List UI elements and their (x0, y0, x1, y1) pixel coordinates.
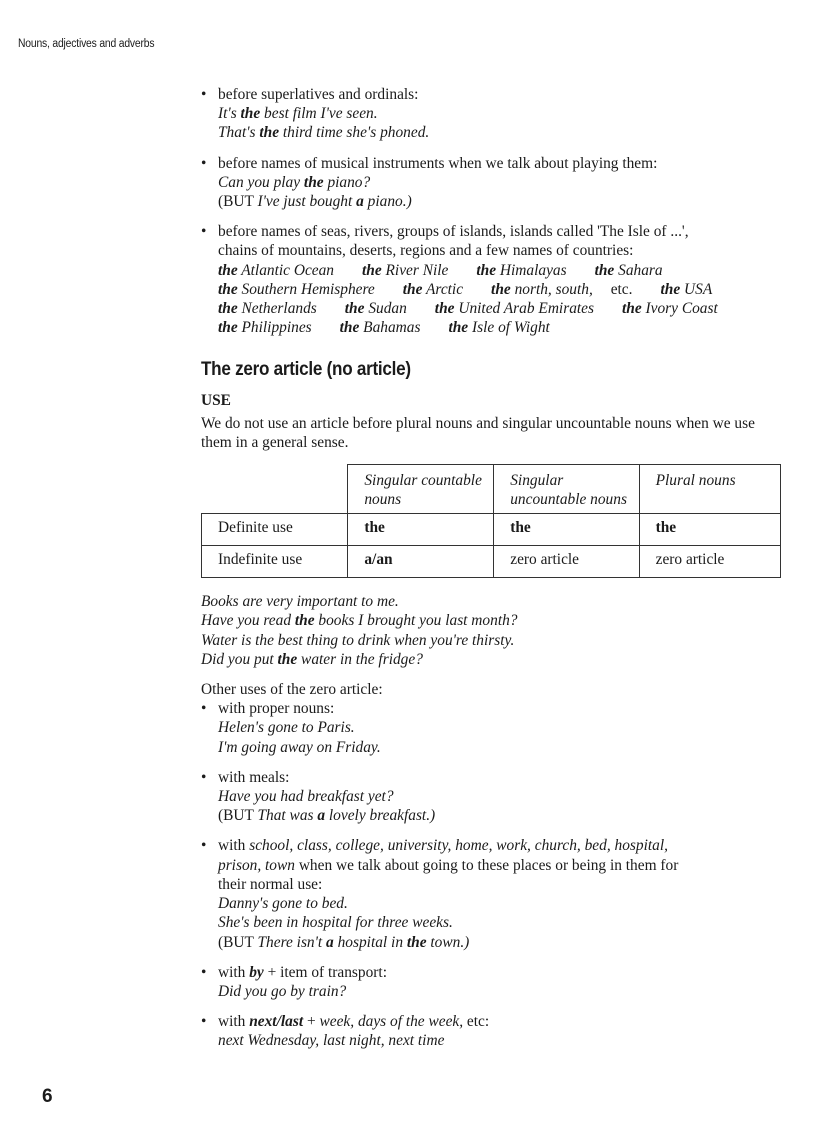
place-names-row: the Philippines the Bahamas the Isle of Wight (218, 319, 550, 337)
examples-block (201, 592, 781, 669)
table-header: Singular countable nouns (348, 465, 494, 514)
table-header-row (202, 465, 781, 514)
other-uses-intro: Other uses of the zero article: (201, 681, 383, 699)
bullet-place-names (201, 222, 781, 337)
bullet-lead: with proper nouns: (218, 700, 335, 718)
bullet-lead: with next/last + week, days of the week, etc: (218, 1013, 490, 1031)
place-names-row: the Netherlands the Sudan the United Arab Emirates the Ivory Coast (218, 300, 718, 318)
example-line: next Wednesday, last night, next time (218, 1032, 445, 1050)
bullet-lead: before names of musical instruments when we talk about playing them: (218, 154, 658, 172)
bullet-time (201, 1012, 781, 1050)
bullet-icon: • (201, 154, 207, 172)
example-line: That's the third time she's phoned. (218, 124, 430, 142)
example-line: Danny's gone to bed. (218, 895, 348, 913)
table-header: Plural nouns (639, 465, 780, 514)
table-cell: zero article (494, 546, 639, 578)
bullet-lead: their normal use: (218, 875, 323, 893)
bullet-lead: with school, class, college, university, home, work, church, bed, hospital, (218, 837, 668, 855)
table-cell: the (639, 514, 780, 546)
table-cell: the (348, 514, 494, 546)
row-label: Indefinite use (202, 546, 348, 578)
bullet-superlatives (201, 85, 781, 143)
example-line: (BUT I've just bought a piano.) (218, 193, 412, 211)
running-header: Nouns, adjectives and adverbs (18, 38, 155, 50)
bullet-places (201, 836, 781, 951)
bullet-icon: • (201, 223, 207, 241)
example-line: Helen's gone to Paris. (218, 719, 355, 737)
row-label: Definite use (202, 514, 348, 546)
article-table (201, 464, 781, 578)
bullet-icon: • (201, 700, 207, 718)
place-names-row: the Southern Hemisphere the Arctic the north, south, etc. the USA (218, 280, 713, 298)
example-line: (BUT There isn't a hospital in the town.) (218, 933, 470, 951)
place-names-row: the Atlantic Ocean the River Nile the Himalayas the Sahara (218, 261, 663, 279)
bullet-icon: • (201, 963, 207, 981)
example-line: Can you play the piano? (218, 173, 371, 191)
table-cell: a/an (348, 546, 494, 578)
bullet-proper-nouns (201, 699, 781, 757)
page-content (201, 85, 781, 1051)
example-line: (BUT That was a lovely breakfast.) (218, 807, 436, 825)
bullet-icon: • (201, 86, 207, 103)
example-line: It's the best film I've seen. (218, 105, 378, 123)
table-row (202, 546, 781, 578)
bullet-lead: before superlatives and ordinals: (218, 86, 419, 103)
bullet-lead: chains of mountains, deserts, regions and a few names of countries: (218, 242, 634, 260)
bullet-lead: with by + item of transport: (218, 963, 387, 981)
example-line: Did you put the water in the fridge? (201, 650, 423, 668)
bullet-lead: prison, town when we talk about going to these places or being in them for (218, 856, 679, 874)
example-line: She's been in hospital for three weeks. (218, 914, 453, 932)
table-cell: the (494, 514, 639, 546)
bullet-icon: • (201, 837, 207, 855)
example-line: Water is the best thing to drink when you're thirsty. (201, 631, 515, 649)
example-line: Books are very important to me. (201, 593, 399, 611)
bullet-transport (201, 963, 781, 1001)
table-header: Singular uncountable nouns (494, 465, 639, 514)
bullet-meals (201, 768, 781, 826)
table-cell: zero article (639, 546, 780, 578)
bullet-icon: • (201, 768, 207, 786)
section-heading: The zero article (no article) (201, 359, 411, 381)
intro-paragraph: We do not use an article before plural nouns and singular uncountable nouns when we use them in a general sense. (201, 414, 755, 452)
page-number: 6 (42, 1086, 53, 1107)
bullet-lead: before names of seas, rivers, groups of islands, islands called 'The Isle of ...', (218, 223, 689, 241)
example-line: Did you go by train? (218, 982, 347, 1000)
bullet-lead: with meals: (218, 768, 290, 786)
example-line: Have you had breakfast yet? (218, 788, 394, 806)
example-line: Have you read the books I brought you last month? (201, 612, 518, 630)
example-line: I'm going away on Friday. (218, 738, 381, 756)
use-label: USE (201, 391, 231, 409)
bullet-icon: • (201, 1013, 207, 1031)
table-row (202, 514, 781, 546)
bullet-instruments (201, 154, 781, 212)
